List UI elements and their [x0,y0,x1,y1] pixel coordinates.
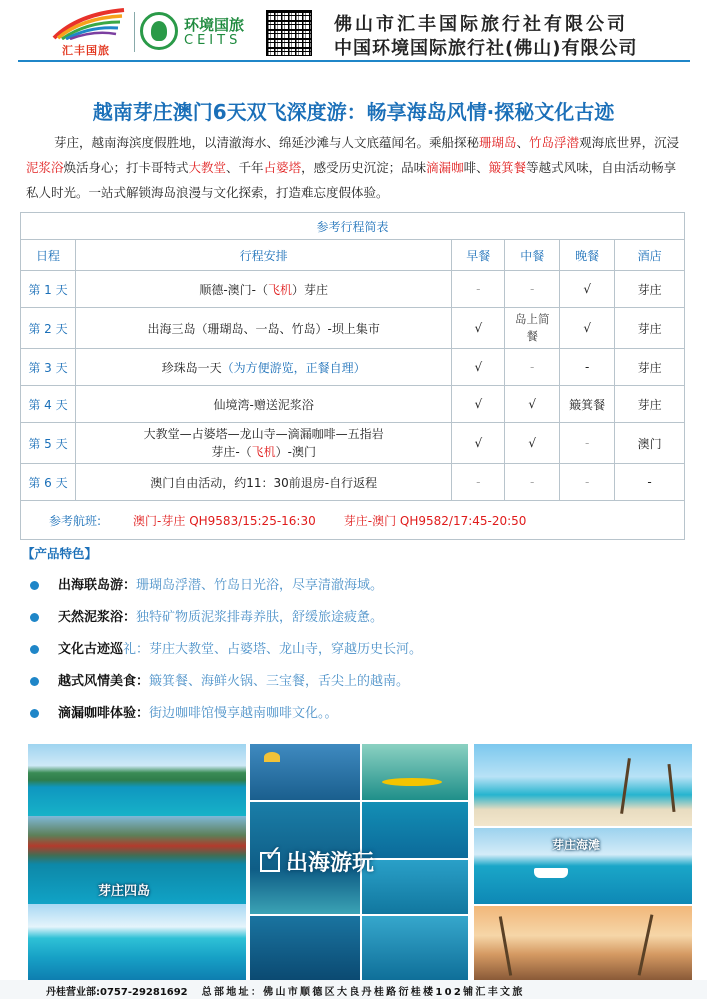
intro-highlight: 大教堂 [188,160,227,175]
photo-island-coast [28,744,246,816]
photo-underwater [362,916,468,980]
features-title: 【产品特色】 [22,546,98,561]
dinner-cell: - [560,349,615,386]
checkmark-icon: ✓ [264,842,283,867]
hotel-cell: 芽庄 [615,349,685,386]
page-title: 越南芽庄澳门6天双飞深度游：畅享海岛风情·探秘文化古迹 [92,100,615,124]
ceits-name-zh: 环境国旅 [184,16,245,34]
bullet-icon [30,709,39,718]
breakfast-cell: √ [452,386,505,423]
bullet-icon [30,613,39,622]
photo-beach-lagoon [28,904,246,980]
hotel-cell: 澳门 [615,423,685,464]
ceits-leaf-icon [140,12,178,50]
photo-sea-walk [250,916,360,980]
dinner-cell: - [560,423,615,464]
header-rule [18,60,690,62]
sea-tour-text: 出海游玩 [286,851,375,876]
dinner-cell: √ [560,308,615,349]
day-cell: 第 6 天 [21,464,76,501]
plan-transport: 飞机 [251,445,276,459]
col-header: 晚餐 [560,240,615,271]
intro-text: 焕活身心；打卡哥特式 [63,160,189,175]
qr-code-icon [266,10,312,56]
intro-paragraph [26,130,681,205]
feature-name: 滴漏咖啡体验： [58,706,150,721]
plan-text: 大教堂—占婆塔—龙山寺—滴漏咖啡—五指岩 [143,427,384,441]
hotel-cell: 芽庄 [615,308,685,349]
features-list [30,574,680,734]
intro-text: ，感受历史沉淀；品味 [301,160,427,175]
table-row [21,464,685,501]
lunch-cell: √ [505,386,560,423]
flight-cell [21,501,685,540]
intro-text: 芽庄，越南海滨度假胜地，以清澈海水、绵延沙滩与人文底蕴闻名。乘船探秘 [54,135,480,150]
feature-item [30,702,680,734]
photo-kayaking [362,744,468,800]
huifeng-logo [48,8,128,56]
dinner-cell: - [560,464,615,501]
table-row [21,423,685,464]
footer-text [46,983,525,998]
company-name-2: 中国环境国际旅行社(佛山)有限公司 [334,38,638,59]
day-cell: 第 1 天 [21,271,76,308]
logo-divider [134,12,135,52]
sea-tour-label [260,842,460,880]
rainbow-swoosh-icon [48,8,128,40]
intro-text: 、千年 [226,160,264,175]
plan-cell: 出海三岛（珊瑚岛、一岛、竹岛）-坝上集市 [75,308,451,349]
hotel-cell: - [615,464,685,501]
logo-text: 汇丰国旅 [62,44,110,57]
plan-cell [75,349,451,386]
feature-item [30,606,680,638]
col-header: 酒店 [615,240,685,271]
table-row [21,308,685,349]
col-header: 早餐 [452,240,505,271]
page-footer [0,980,707,999]
lunch-cell: - [505,349,560,386]
plan-note: （为方便游览，正餐自理） [221,360,366,375]
table-row [21,271,685,308]
intro-text: 观海底世界，沉浸 [579,135,680,150]
photo-collage [28,744,692,980]
hotel-cell: 芽庄 [615,271,685,308]
plan-text-line2 [80,443,447,461]
bullet-icon [30,677,39,686]
plan-cell [75,271,451,308]
intro-highlight: 簸箕餐 [488,160,527,175]
flight-label: 参考航班: [49,513,102,528]
intro-highlight: 占婆塔 [263,160,302,175]
beach-label: 芽庄海滩 [552,838,601,852]
feature-item [30,574,680,606]
flight-row [21,501,685,540]
dinner-cell: √ [560,271,615,308]
intro-text: 啡、 [463,160,489,175]
flight-return: 芽庄-澳门 QH9582/17:45-20:50 [343,513,527,528]
branch-phone: 丹桂营业部:0757-29281692 [46,987,188,998]
flight-outbound: 澳门-芽庄 QH9583/15:25-16:30 [133,513,316,528]
day-cell: 第 4 天 [21,386,76,423]
col-header: 日程 [21,240,76,271]
plan-cell: 仙境湾-赠送泥浆浴 [75,386,451,423]
table-row [21,386,685,423]
hq-address: 总部地址：佛山市顺德区大良丹桂路衍桂楼102铺汇丰文旅 [201,987,525,998]
bullet-icon [30,581,39,590]
intro-highlight: 竹岛浮潜 [529,135,580,150]
dinner-cell: 簸箕餐 [560,386,615,423]
breakfast-cell: √ [452,423,505,464]
intro-highlight: 泥浆浴 [26,160,64,175]
breakfast-cell: √ [452,349,505,386]
breakfast-cell: - [452,271,505,308]
company-name-1: 佛山市汇丰国际旅行社有限公司 [334,14,628,35]
plan-transport: 飞机 [267,282,292,297]
day-cell: 第 3 天 [21,349,76,386]
feature-desc: 独特矿物质泥浆排毒养肤，舒缓旅途疲惫。 [136,610,384,625]
photo-parasailing [250,744,360,800]
col-header: 行程安排 [75,240,451,271]
feature-desc: 珊瑚岛浮潜、竹岛日光浴，尽享清澈海域。 [136,578,384,593]
feature-desc: 街边咖啡馆慢享越南咖啡文化。。 [149,706,338,721]
feature-name: 越式风情美食： [58,674,150,689]
lunch-cell: - [505,271,560,308]
col-header: 中餐 [505,240,560,271]
feature-name: 天然泥浆浴： [58,610,137,625]
plan-text: ）芽庄 [292,282,329,297]
feature-item [30,638,680,670]
plan-text: 芽庄-（ [211,445,252,459]
day-cell: 第 2 天 [21,308,76,349]
lunch-cell: √ [505,423,560,464]
plan-text: 顺德-澳门-（ [199,282,268,297]
plan-text: 珍珠岛一天 [161,360,222,375]
plan-text: ）-澳门 [275,445,317,459]
plan-cell [75,423,451,464]
day-cell: 第 5 天 [21,423,76,464]
bullet-icon [30,645,39,654]
table-caption: 参考行程简表 [21,213,685,240]
hotel-cell: 芽庄 [615,386,685,423]
intro-highlight: 珊瑚岛 [479,135,517,150]
lunch-cell: 岛上简餐 [505,308,560,349]
islands-label: 芽庄四岛 [98,884,151,899]
feature-name: 文化古迹巡 [58,642,124,657]
table-header-row [21,240,685,271]
photo-sunset-beach [474,906,692,980]
table-row [21,349,685,386]
photo-palm-beach [474,744,692,826]
feature-item [30,670,680,702]
breakfast-cell: - [452,464,505,501]
lunch-cell: - [505,464,560,501]
plan-cell: 澳门自由活动，约11：30前退房-自行返程 [75,464,451,501]
feature-desc: 礼：芽庄大教堂、占婆塔、龙山寺，穿越历史长河。 [123,642,423,657]
ceits-name-en: CEITS [184,33,242,48]
feature-name: 出海联岛游： [58,578,137,593]
intro-highlight: 滴漏咖 [426,160,464,175]
breakfast-cell: √ [452,308,505,349]
feature-desc: 簸箕餐、海鲜火锅、三宝餐，舌尖上的越南。 [149,674,410,689]
itinerary-table [20,212,685,540]
intro-text: 等越式风味，自由活动畅享私人时光。一站式解锁海岛浪漫与文化探索，打造难忘度假体验。 [26,160,677,200]
page-header [0,0,707,66]
intro-text: 、 [516,135,530,150]
